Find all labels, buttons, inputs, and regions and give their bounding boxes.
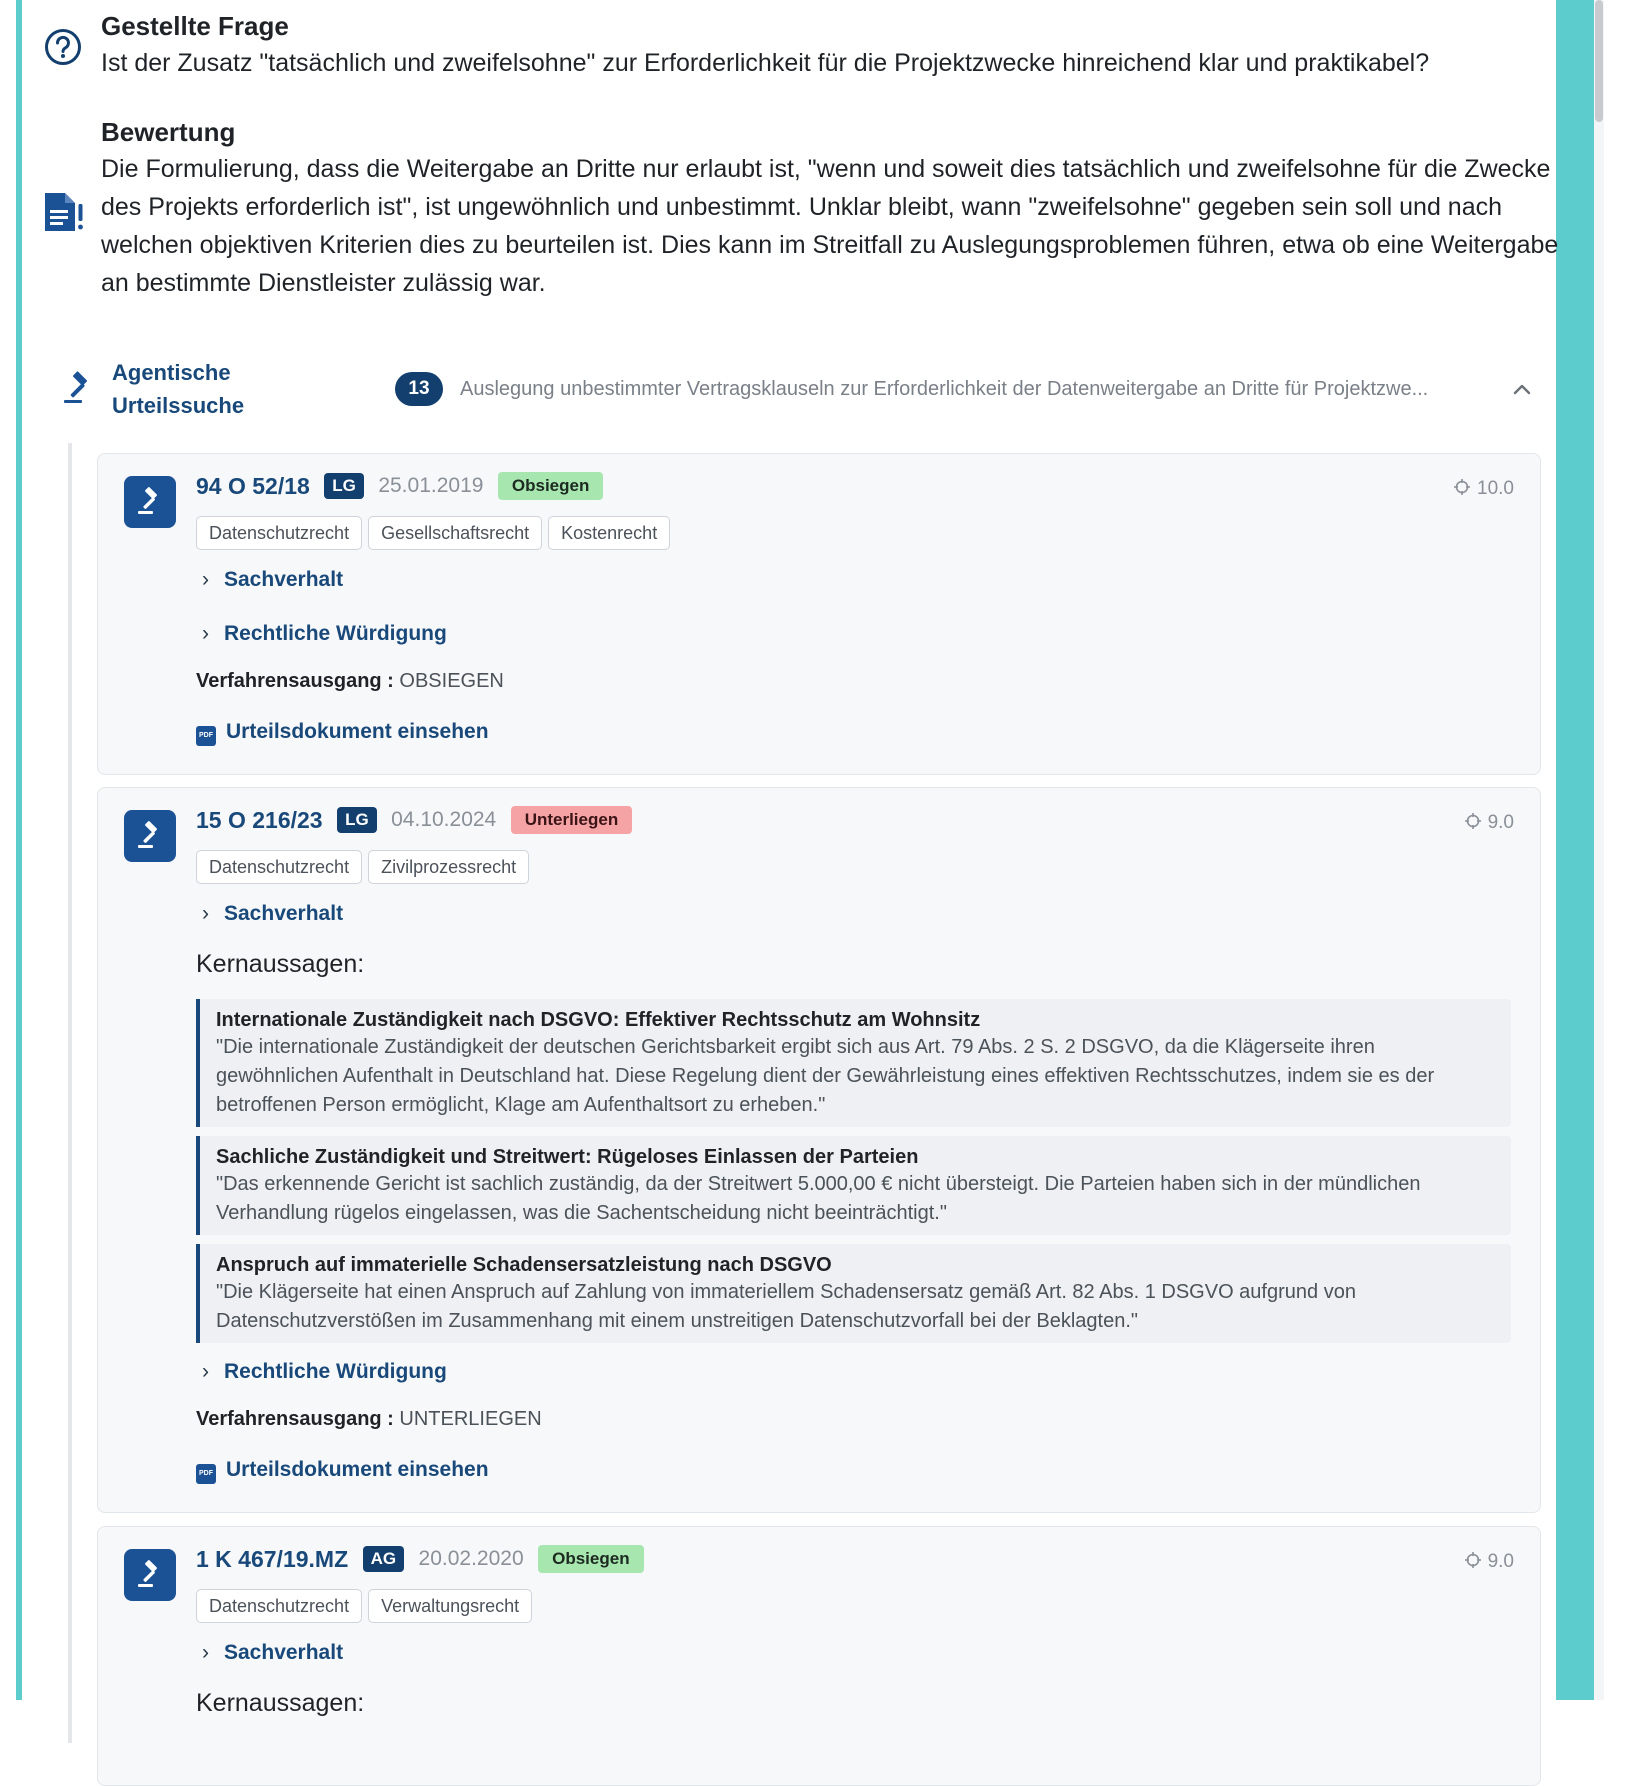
- kernaussagen-heading: Kernaussagen:: [196, 950, 365, 978]
- case-gavel-icon: [124, 810, 176, 862]
- tag: Datenschutzrecht: [196, 850, 362, 884]
- tag-list: [196, 1589, 538, 1623]
- agent-search-label: [112, 356, 244, 422]
- chevron-right-icon: ›: [202, 622, 209, 645]
- case-date: 20.02.2020: [418, 1547, 524, 1570]
- question-title: Gestellte Frage: [101, 11, 289, 41]
- tag: Zivilprozessrecht: [368, 850, 529, 884]
- tag: Datenschutzrecht: [196, 516, 362, 550]
- question-circle-icon: [44, 28, 82, 66]
- relevance-score-value: 9.0: [1487, 812, 1514, 833]
- case-header: [196, 1545, 644, 1579]
- sachverhalt-toggle[interactable]: [202, 902, 343, 926]
- verfahrensausgang-value: UNTERLIEGEN: [399, 1408, 542, 1430]
- tag: Datenschutzrecht: [196, 1589, 362, 1623]
- verfahrensausgang-label: Verfahrensausgang :: [196, 1408, 394, 1430]
- urteilsdokument-link[interactable]: [196, 1458, 489, 1484]
- kernaussage-item: [196, 1136, 1511, 1235]
- kernaussage-item: [196, 1244, 1511, 1343]
- assessment-title: Bewertung: [101, 117, 236, 147]
- case-header: [196, 472, 603, 506]
- relevance-score-value: 10.0: [1477, 478, 1514, 499]
- chevron-right-icon: ›: [202, 902, 209, 925]
- kernaussage-title: Anspruch auf immaterielle Schadensersatzleistung nach DSGVO: [216, 1254, 832, 1276]
- scrollbar-thumb[interactable]: [1595, 0, 1603, 122]
- chevron-right-icon: ›: [202, 568, 209, 591]
- rechtliche-wuerdigung-toggle[interactable]: [202, 1360, 447, 1384]
- relevance-score: [1464, 812, 1514, 834]
- gavel-icon: [62, 372, 96, 406]
- case-card: [97, 1526, 1541, 1786]
- sachverhalt-label: Sachverhalt: [224, 568, 344, 591]
- outcome-badge: Obsiegen: [538, 1545, 643, 1573]
- question-text: Ist der Zusatz "tatsächlich und zweifelsohne" zur Erforderlichkeit für die Projektzwecke hinreichend klar und praktikabel?: [101, 49, 1430, 77]
- chat-content: [22, 0, 1559, 1717]
- rechtliche-wuerdigung-label: Rechtliche Würdigung: [224, 1360, 447, 1383]
- target-icon: [1453, 478, 1471, 496]
- tag-list: [196, 850, 535, 884]
- assessment-text: Die Formulierung, dass die Weitergabe an Dritte nur erlaubt ist, "wenn und soweit dies tatsächlich und zweifelsohne für die Zwecke des Projekts erforderlich ist", ist ungewöhnlich und unbestimmt. Unklar bleibt, wann "zweifelsohne" gegeben sein soll und nach welchen objektiven Kriterien dies zu beurteilen ist. Dies kann im Streitfall zu Auslegungsproblemen führen, etwa ob eine Weitergabe an bestimmte Dienstleister zulässig war.: [101, 155, 1559, 297]
- tag: Kostenrecht: [548, 516, 670, 550]
- court-badge: AG: [363, 1546, 405, 1572]
- outcome-badge: Obsiegen: [498, 472, 603, 500]
- agent-search-label-line2: Urteilssuche: [112, 393, 245, 418]
- verfahrensausgang-value: OBSIEGEN: [399, 670, 504, 692]
- case-gavel-icon: [124, 476, 176, 528]
- sachverhalt-toggle[interactable]: [202, 1641, 343, 1665]
- kernaussage-title: Internationale Zuständigkeit nach DSGVO: Effektiver Rechtsschutz am Wohnsitz: [216, 1009, 981, 1031]
- case-header: [196, 806, 632, 840]
- agent-search-query: Auslegung unbestimmter Vertragsklauseln zur Erforderlichkeit der Datenweitergabe an Dritte für Projektzwe...: [460, 378, 1429, 400]
- agent-search-header[interactable]: [62, 356, 1542, 426]
- court-badge: LG: [324, 473, 364, 499]
- relevance-score: [1464, 1551, 1514, 1573]
- result-count-badge: 13: [395, 372, 443, 406]
- urteilsdokument-label: Urteilsdokument einsehen: [226, 720, 489, 743]
- target-icon: [1464, 812, 1482, 830]
- case-number[interactable]: 15 O 216/23: [196, 806, 323, 833]
- verfahrensausgang: [196, 1408, 542, 1431]
- urteilsdokument-label: Urteilsdokument einsehen: [226, 1458, 489, 1481]
- case-date: 04.10.2024: [391, 808, 497, 831]
- kernaussage-text: "Die Klägerseite hat einen Anspruch auf Zahlung von immateriellem Schadensersatz gemäß Art. 82 Abs. 1 DSGVO aufgrund von Datenschutzverstößen im Zusammenhang mit einem unstreitigen Datenschutzvorfall bei der Beklagten.": [216, 1281, 1356, 1332]
- tag: Verwaltungsrecht: [368, 1589, 532, 1623]
- assessment-block: [101, 114, 1571, 302]
- case-date: 25.01.2019: [378, 474, 484, 497]
- verfahrensausgang: [196, 670, 504, 693]
- tag: Gesellschaftsrecht: [368, 516, 542, 550]
- document-alert-icon: [42, 190, 84, 234]
- chevron-right-icon: ›: [202, 1360, 209, 1383]
- case-gavel-icon: [124, 1549, 176, 1601]
- case-number[interactable]: 1 K 467/19.MZ: [196, 1545, 349, 1572]
- rechtliche-wuerdigung-label: Rechtliche Würdigung: [224, 622, 447, 645]
- kernaussagen-heading: Kernaussagen:: [196, 1689, 365, 1717]
- target-icon: [1464, 1551, 1482, 1569]
- kernaussage-title: Sachliche Zuständigkeit und Streitwert: Rügeloses Einlassen der Parteien: [216, 1146, 919, 1168]
- results-tree-line: [68, 443, 72, 1743]
- sachverhalt-toggle[interactable]: [202, 568, 343, 592]
- chevron-right-icon: ›: [202, 1641, 209, 1664]
- sachverhalt-label: Sachverhalt: [224, 1641, 344, 1664]
- relevance-score-value: 9.0: [1487, 1551, 1514, 1572]
- pdf-icon: PDF: [196, 726, 216, 746]
- outcome-badge: Unterliegen: [511, 806, 633, 834]
- urteilsdokument-link[interactable]: [196, 720, 489, 746]
- question-block: [101, 8, 1571, 82]
- sachverhalt-label: Sachverhalt: [224, 902, 344, 925]
- tag-list: [196, 516, 676, 550]
- relevance-score: [1453, 478, 1514, 500]
- chevron-up-icon[interactable]: [1508, 376, 1536, 404]
- kernaussage-item: [196, 999, 1511, 1127]
- kernaussage-text: "Die internationale Zuständigkeit der deutschen Gerichtsbarkeit ergibt sich aus Art. 79 Abs. 2 S. 2 DSGVO, da die Klägerseite ihren gewöhnlichen Aufenthalt in Deutschland hat. Diese Regelung dient der Gewährleistung eines effektiven Rechtsschutzes, indem sie es der betroffenen Person ermöglicht, Klage am Aufenthaltsort zu erheben.": [216, 1036, 1435, 1116]
- pdf-icon: PDF: [196, 1464, 216, 1484]
- case-card: [97, 453, 1541, 775]
- rechtliche-wuerdigung-toggle[interactable]: [202, 622, 447, 646]
- case-card: [97, 787, 1541, 1513]
- scrollbar[interactable]: [1594, 0, 1604, 1700]
- kernaussage-text: "Das erkennende Gericht ist sachlich zuständig, da der Streitwert 5.000,00 € nicht übersteigt. Die Parteien haben sich in der mündlichen Verhandlung rügelos eingelassen, was die Sachentscheidung nicht beeinträchtigt.": [216, 1173, 1421, 1224]
- court-badge: LG: [337, 807, 377, 833]
- verfahrensausgang-label: Verfahrensausgang :: [196, 670, 394, 692]
- case-number[interactable]: 94 O 52/18: [196, 472, 310, 499]
- agent-search-label-line1: Agentische: [112, 360, 231, 385]
